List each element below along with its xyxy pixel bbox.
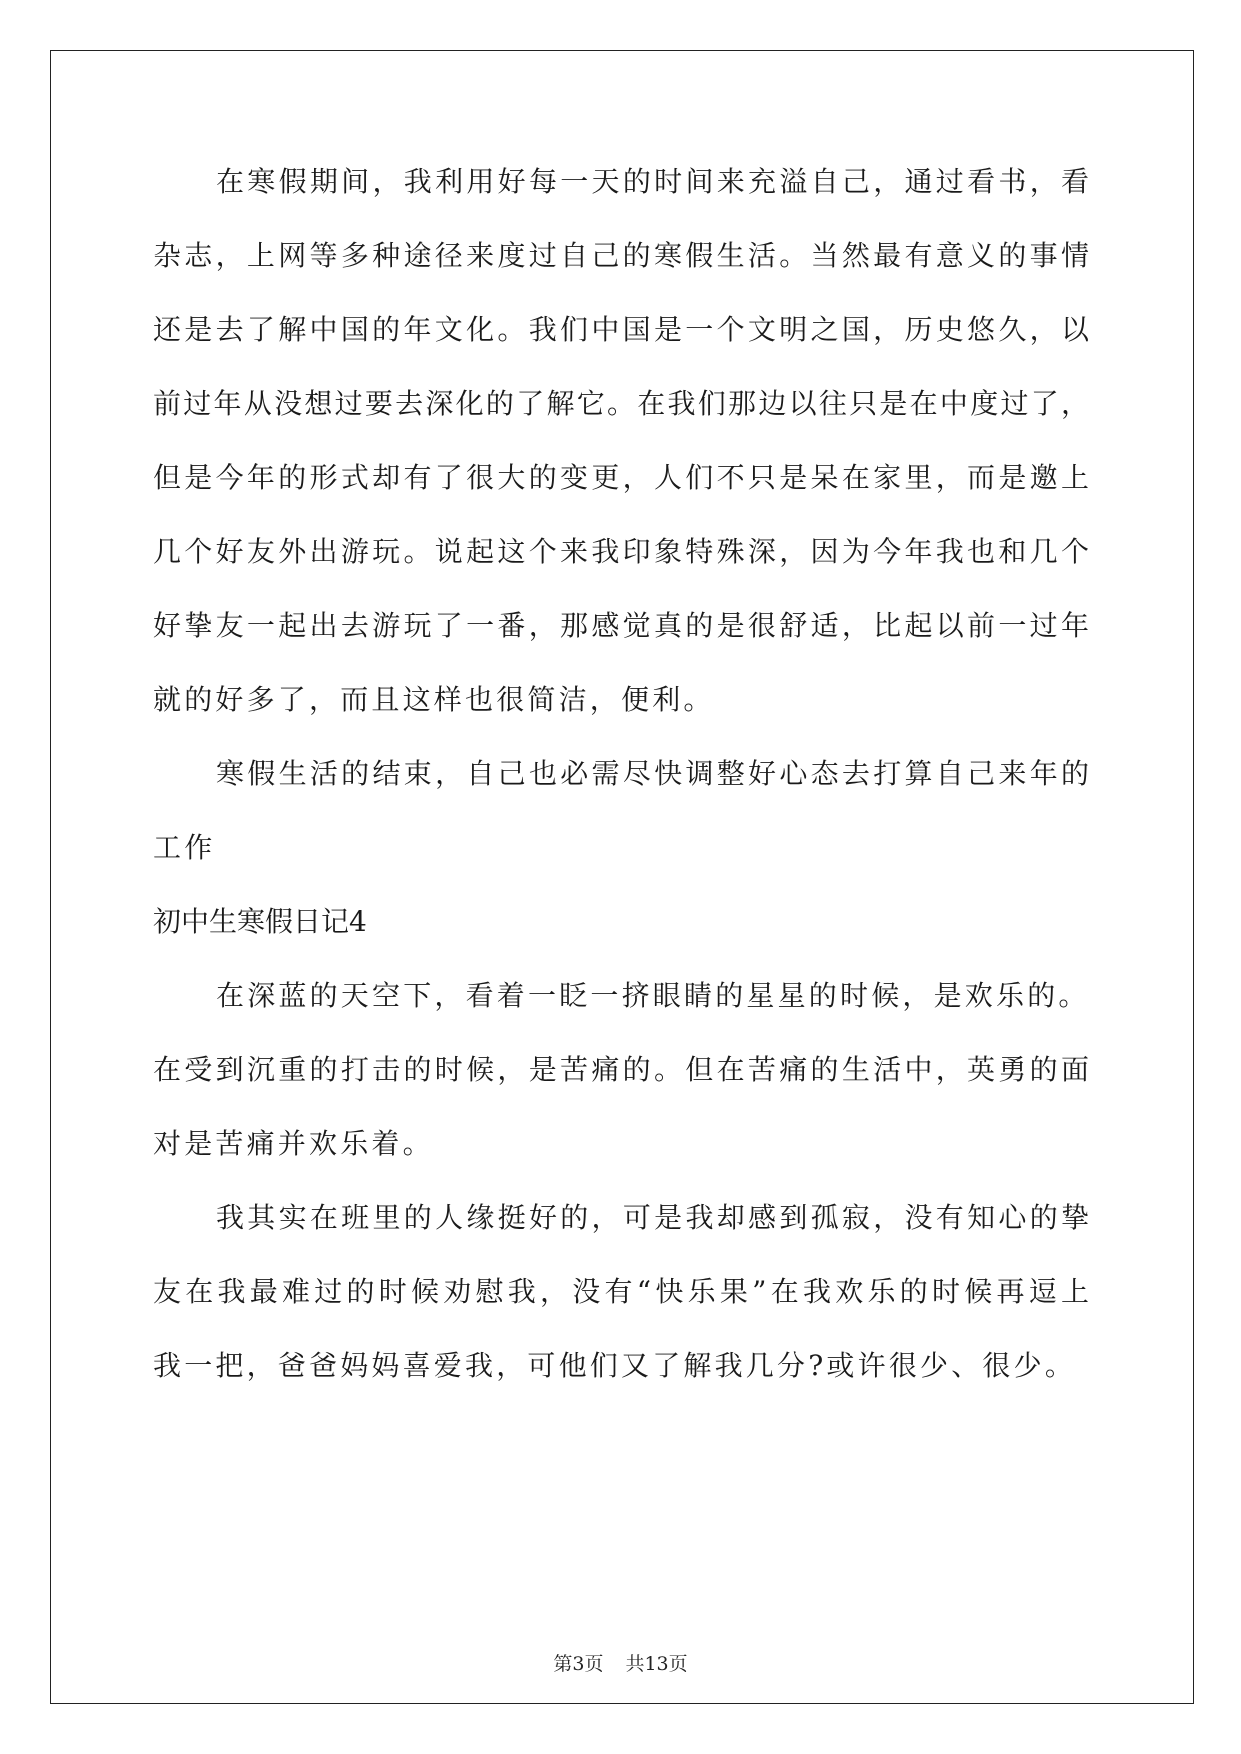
paragraph-line: 还是去了解中国的年文化。我们中国是一个文明之国，历史悠久，以 [153, 313, 1089, 346]
paragraph-line: 好挚友一起出去游玩了一番，那感觉真的是很舒适，比起以前一过年 [153, 609, 1089, 642]
paragraph-line: 我其实在班里的人缘挺好的，可是我却感到孤寂，没有知心的挚 [216, 1201, 1089, 1234]
section-heading: 初中生寒假日记4 [153, 905, 367, 938]
paragraph-line: 友在我最难过的时候劝慰我，没有“快乐果”在我欢乐的时候再逗上 [153, 1275, 1089, 1308]
paragraph-line: 在受到沉重的打击的时候，是苦痛的。但在苦痛的生活中，英勇的面 [153, 1053, 1089, 1086]
paragraph-line: 就的好多了，而且这样也很简洁，便利。 [153, 683, 715, 716]
paragraph-line: 对是苦痛并欢乐着。 [153, 1127, 434, 1160]
paragraph-line: 我一把，爸爸妈妈喜爱我，可他们又了解我几分?或许很少、很少。 [153, 1349, 1077, 1382]
page-number: 第3页 [553, 1653, 604, 1675]
paragraph-line: 杂志，上网等多种途径来度过自己的寒假生活。当然最有意义的事情 [153, 239, 1089, 272]
page-border [50, 50, 1194, 1704]
paragraph-line: 几个好友外出游玩。说起这个来我印象特殊深，因为今年我也和几个 [153, 535, 1089, 568]
paragraph-line: 但是今年的形式却有了很大的变更，人们不只是呆在家里，而是邀上 [153, 461, 1089, 494]
paragraph-line: 寒假生活的结束，自己也必需尽快调整好心态去打算自己来年的 [216, 757, 1089, 790]
paragraph-line: 在深蓝的天空下，看着一眨一挤眼睛的星星的时候，是欢乐的。 [216, 979, 1090, 1012]
paragraph-line: 工作 [153, 831, 216, 864]
paragraph-line: 在寒假期间，我利用好每一天的时间来充溢自己，通过看书，看 [216, 165, 1089, 198]
page-footer [0, 1652, 1241, 1676]
page-total: 共13页 [625, 1653, 688, 1675]
paragraph-line: 前过年从没想过要去深化的了解它。在我们那边以往只是在中度过了， [153, 387, 1089, 420]
